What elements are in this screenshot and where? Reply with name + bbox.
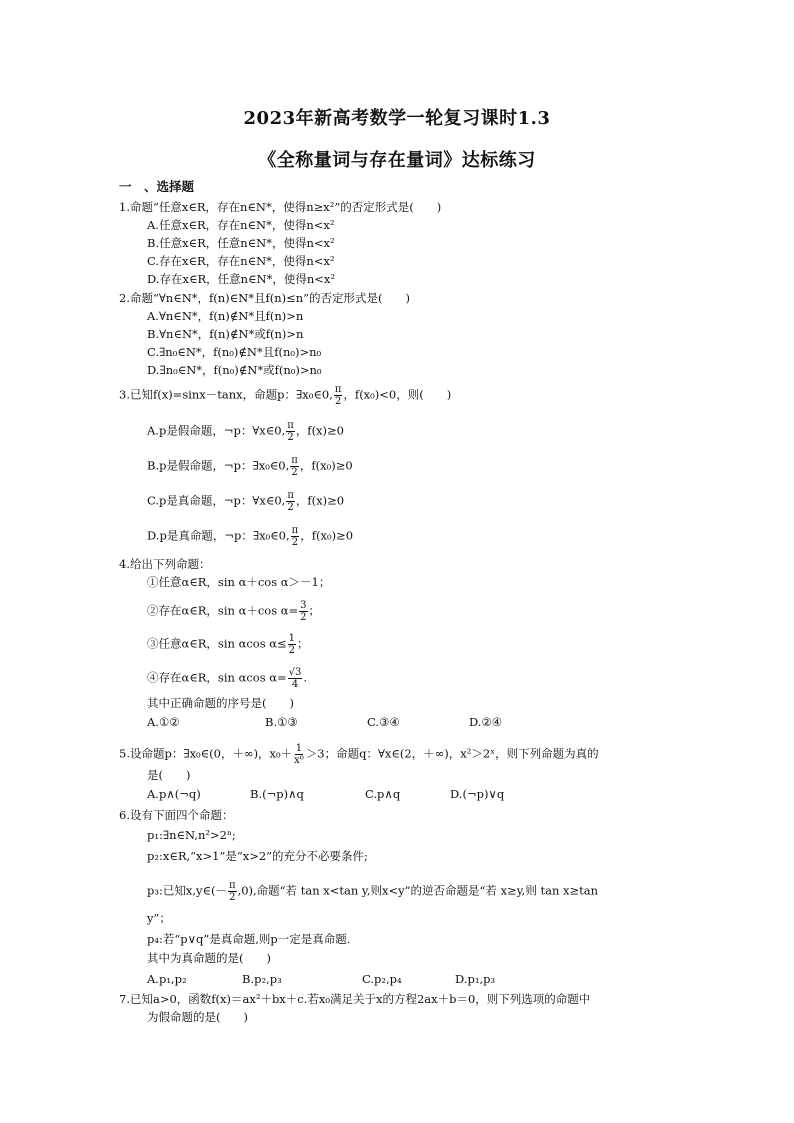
q4-p3-fraction <box>288 633 296 656</box>
q3-b-post: ，f(x₀)≥0 <box>299 458 353 473</box>
q6-option-a: A.p₁,p₂ <box>147 972 187 986</box>
q4-option-d: D.②④ <box>469 715 503 729</box>
fraction-denominator: 2 <box>291 467 298 478</box>
q5-stem-pre: 5.设命题p：∃x₀∈(0，＋∞)，x₀＋ <box>119 746 293 761</box>
q6-p3-pre: p₃:已知x,y∈(－ <box>147 883 227 898</box>
q4-p4-pre: ④存在α∈R，sin αcos α= <box>147 670 287 685</box>
q5-stem <box>119 743 599 766</box>
q2-stem: 2.命题“∀n∈N*，f(n)∈N*且f(n)≤n”的否定形式是( ) <box>119 291 411 305</box>
q6-proposition-3-continued: y”； <box>147 911 171 925</box>
q6-p3-post: ,0),命题“若 tan x<tan y,则x<y”的逆否命题是“若 x≥y,则 tan x≥tan <box>237 883 599 898</box>
fraction-numerator: 1 <box>295 743 303 754</box>
q3-d-pre: D.p是真命题，¬p：∃x₀∈0, <box>147 528 290 543</box>
q6-proposition-1: p₁:∃n∈N,n²>2ⁿ; <box>147 828 236 842</box>
q5-stem-post: ＞3；命题q：∀x∈(2，＋∞)，x²＞2ˣ，则下列命题为真的 <box>305 746 599 761</box>
fraction-numerator: π <box>291 455 298 466</box>
q7-stem-continued: 为假命题的是( ) <box>147 1010 248 1024</box>
q7-stem: 7.已知a>0，函数f(x)＝ax²＋bx＋c.若x₀满足关于x的方程2ax＋b＝0，则下列选项的命题中 <box>119 992 591 1006</box>
fraction-numerator: π <box>228 880 236 891</box>
q3-a-post: ，f(x)≥0 <box>295 423 344 438</box>
fraction-numerator: π <box>287 490 294 501</box>
q5-option-a: A.p∧(¬q) <box>147 787 201 801</box>
q4-option-c: C.③④ <box>367 715 400 729</box>
q3-c-fraction <box>286 490 295 513</box>
q3-option-a <box>147 420 344 443</box>
document-subtitle: 《全称量词与存在量词》达标练习 <box>258 150 536 171</box>
q5-option-b: B.(¬p)∧q <box>250 787 304 801</box>
q6-stem: 6.设有下面四个命题： <box>119 808 234 822</box>
q3-d-fraction <box>291 525 300 548</box>
q6-option-d: D.p₁,p₃ <box>455 972 496 986</box>
q4-option-b: B.①③ <box>265 715 298 729</box>
fraction-denominator: 2 <box>300 612 307 623</box>
q3-d-post: ，f(x₀)≥0 <box>300 528 354 543</box>
q4-p2-pre: ②存在α∈R，sin α＋cos α= <box>147 603 299 618</box>
fraction-denominator: 2 <box>288 645 296 656</box>
q3-b-fraction <box>290 455 299 478</box>
fraction-denominator: 2 <box>287 502 294 513</box>
q2-option-b: B.∀n∈N*，f(n)∉N*或f(n)>n <box>147 327 304 341</box>
q4-p2-fraction <box>299 600 307 623</box>
fraction-numerator: π <box>287 420 294 431</box>
fraction-numerator: π <box>291 525 299 536</box>
q4-proposition-2 <box>147 600 320 623</box>
q4-proposition-1: ①任意α∈R，sin α＋cos α＞－1； <box>147 575 331 589</box>
q6-option-c: C.p₂,p₄ <box>362 972 402 986</box>
q1-option-d: D.存在x∈R，任意n∈N*，使得n<x² <box>147 272 335 286</box>
q1-option-c: C.存在x∈R，存在n∈N*，使得n<x² <box>147 254 335 268</box>
section-heading: 一 、选择题 <box>119 179 195 194</box>
fraction-numerator: 3 <box>300 600 307 611</box>
q4-p4-fraction <box>288 667 303 690</box>
document-title: 2023年新高考数学一轮复习课时1.3 <box>243 108 551 129</box>
fraction-numerator: π <box>334 384 342 395</box>
q1-option-b: B.任意x∈R，任意n∈N*，使得n<x² <box>147 236 335 250</box>
q3-a-fraction <box>286 420 295 443</box>
fraction-denominator: 2 <box>291 537 299 548</box>
fraction-numerator: 1 <box>288 633 296 644</box>
q1-stem: 1.命题“任意x∈R，存在n∈N*，使得n≥x²”的否定形式是( ) <box>119 200 442 214</box>
q3-c-post: ，f(x)≥0 <box>295 493 345 508</box>
q5-option-c: C.p∧q <box>365 787 401 801</box>
q3-stem-pre: 3.已知f(x)=sinx－tanx，命题p：∃x₀∈0, <box>119 387 333 402</box>
q3-stem <box>119 384 451 407</box>
q4-ask: 其中正确命题的序号是( ) <box>147 696 294 710</box>
q3-a-pre: A.p是假命题，¬p：∀x∈0, <box>147 423 286 438</box>
q2-option-a: A.∀n∈N*，f(n)∉N*且f(n)>n <box>147 309 304 323</box>
q4-p3-post: ； <box>297 636 309 651</box>
q6-option-b: B.p₂,p₃ <box>242 972 282 986</box>
q5-fraction <box>293 743 305 766</box>
q3-stem-post: ，f(x₀)<0，则( ) <box>343 387 452 402</box>
q4-option-a: A.①② <box>147 715 180 729</box>
q2-option-c: C.∃n₀∈N*，f(n₀)∉N*且f(n₀)>n₀ <box>147 345 322 359</box>
q1-option-a: A.任意x∈R，存在n∈N*，使得n<x² <box>147 218 335 232</box>
q3-option-b <box>147 455 353 478</box>
fraction-denominator: x⁰ <box>294 755 304 766</box>
q4-p3-pre: ③任意α∈R，sin αcos α≤ <box>147 636 287 651</box>
q6-proposition-2: p₂:x∈R,“x>1”是“x>2”的充分不必要条件; <box>147 849 368 863</box>
q3-stem-fraction <box>334 384 343 407</box>
fraction-denominator: 2 <box>287 432 294 443</box>
fraction-denominator: 2 <box>229 892 236 903</box>
q3-b-pre: B.p是假命题，¬p：∃x₀∈0, <box>147 458 290 473</box>
q4-p2-post: ； <box>308 603 321 618</box>
q2-option-d: D.∃n₀∈N*，f(n₀)∉N*或f(n₀)>n₀ <box>147 363 322 377</box>
q6-ask: 其中为真命题的是( ) <box>147 951 271 965</box>
q6-p3-fraction <box>228 880 237 903</box>
fraction-denominator: 4 <box>291 679 299 690</box>
q6-proposition-4: p₄:若“p∨q”是真命题,则p一定是真命题. <box>147 932 351 946</box>
fraction-numerator: √3 <box>288 667 302 678</box>
q4-stem: 4.给出下列命题： <box>119 557 211 571</box>
q6-proposition-3 <box>147 880 598 903</box>
q5-option-d: D.(¬p)∨q <box>450 787 505 801</box>
q5-stem-continued: 是( ) <box>147 768 191 782</box>
q4-proposition-3 <box>147 633 309 656</box>
q3-option-d <box>147 525 353 548</box>
q3-option-c <box>147 490 344 513</box>
q4-proposition-4 <box>147 667 307 690</box>
fraction-denominator: 2 <box>334 396 342 407</box>
q4-p4-post: . <box>303 670 308 685</box>
q3-c-pre: C.p是真命题，¬p：∀x∈0, <box>147 493 286 508</box>
